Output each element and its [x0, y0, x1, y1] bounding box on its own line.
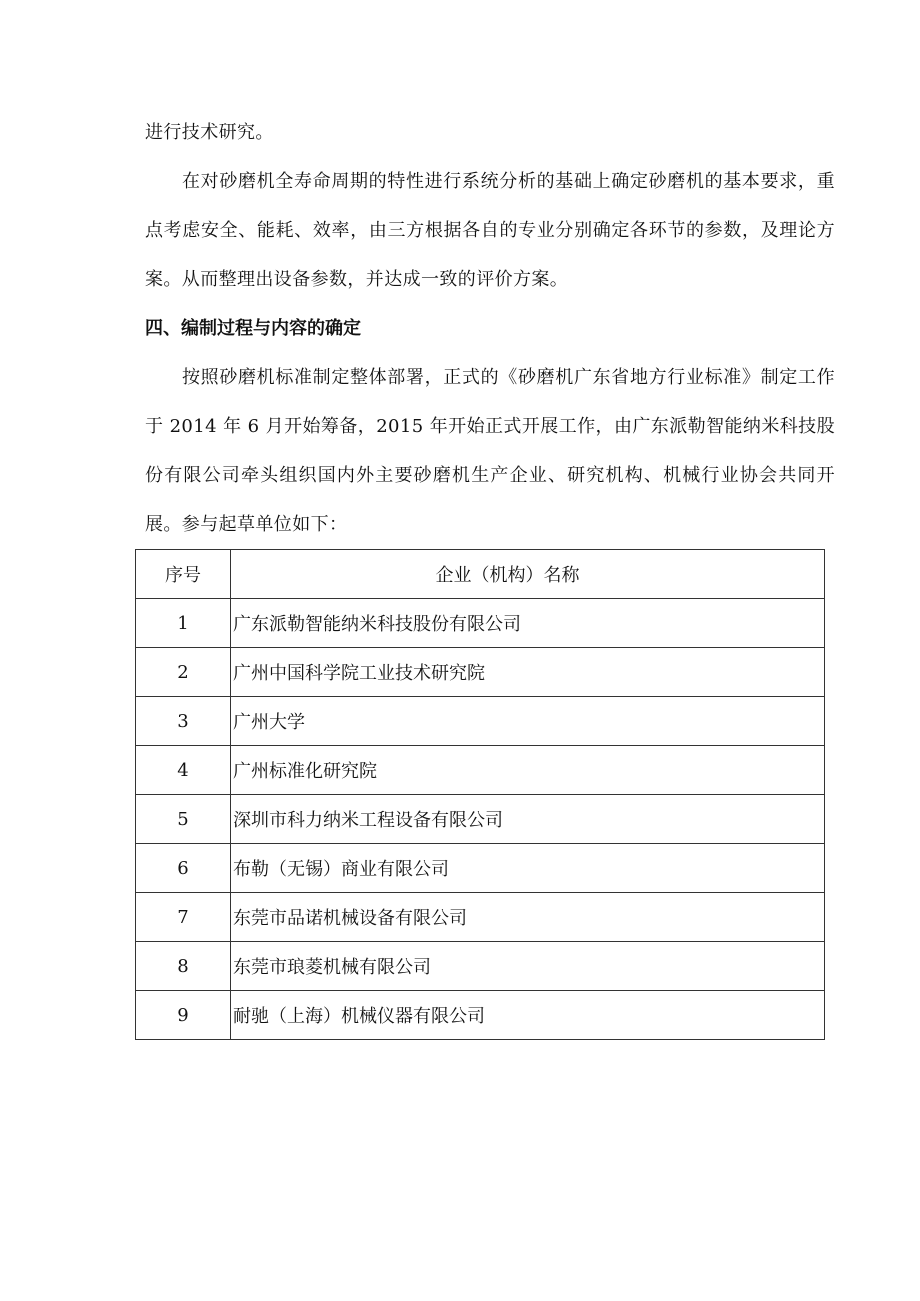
table-header-row — [136, 550, 825, 599]
row-organization-name: 东莞市琅菱机械有限公司 — [231, 942, 825, 991]
paragraph-continuation: 进行技术研究。 — [145, 122, 274, 143]
section-heading-four: 四、编制过程与内容的确定 — [145, 318, 361, 339]
row-serial-number: 1 — [136, 599, 231, 648]
table-row — [136, 795, 825, 844]
row-organization-name: 广州中国科学院工业技术研究院 — [231, 648, 825, 697]
table-row — [136, 599, 825, 648]
row-organization-name: 东莞市品诺机械设备有限公司 — [231, 893, 825, 942]
row-organization-name: 广州大学 — [231, 697, 825, 746]
paragraph-requirements: 在对砂磨机全寿命周期的特性进行系统分析的基础上确定砂磨机的基本要求，重点考虑安全、能耗、效率，由三方根据各自的专业分别确定各环节的参数，及理论方案。从而整理出设备参数，并达成一致的评价方案。 — [145, 171, 835, 290]
row-organization-name: 广东派勒智能纳米科技股份有限公司 — [231, 599, 825, 648]
row-serial-number: 3 — [136, 697, 231, 746]
row-serial-number: 9 — [136, 991, 231, 1040]
row-serial-number: 4 — [136, 746, 231, 795]
row-organization-name: 广州标准化研究院 — [231, 746, 825, 795]
row-organization-name: 布勒（无锡）商业有限公司 — [231, 844, 825, 893]
table-row — [136, 991, 825, 1040]
row-serial-number: 6 — [136, 844, 231, 893]
row-serial-number: 5 — [136, 795, 231, 844]
row-organization-name: 耐驰（上海）机械仪器有限公司 — [231, 991, 825, 1040]
table-row — [136, 942, 825, 991]
paragraph-drafting-process: 按照砂磨机标准制定整体部署，正式的《砂磨机广东省地方行业标准》制定工作于 2014 年 6 月开始筹备，2015 年开始正式开展工作，由广东派勒智能纳米科技股份有限公司牵头组织国内外主要砂磨机生产企业、研究机构、机械行业协会共同开展。参与起草单位如下： — [145, 367, 835, 535]
drafting-units-table — [135, 549, 825, 1040]
table-row — [136, 893, 825, 942]
row-serial-number: 2 — [136, 648, 231, 697]
table-row — [136, 844, 825, 893]
table-row — [136, 746, 825, 795]
table-row — [136, 697, 825, 746]
row-organization-name: 深圳市科力纳米工程设备有限公司 — [231, 795, 825, 844]
header-organization-name: 企业（机构）名称 — [231, 550, 825, 599]
row-serial-number: 8 — [136, 942, 231, 991]
table-row — [136, 648, 825, 697]
header-serial-number: 序号 — [136, 550, 231, 599]
row-serial-number: 7 — [136, 893, 231, 942]
